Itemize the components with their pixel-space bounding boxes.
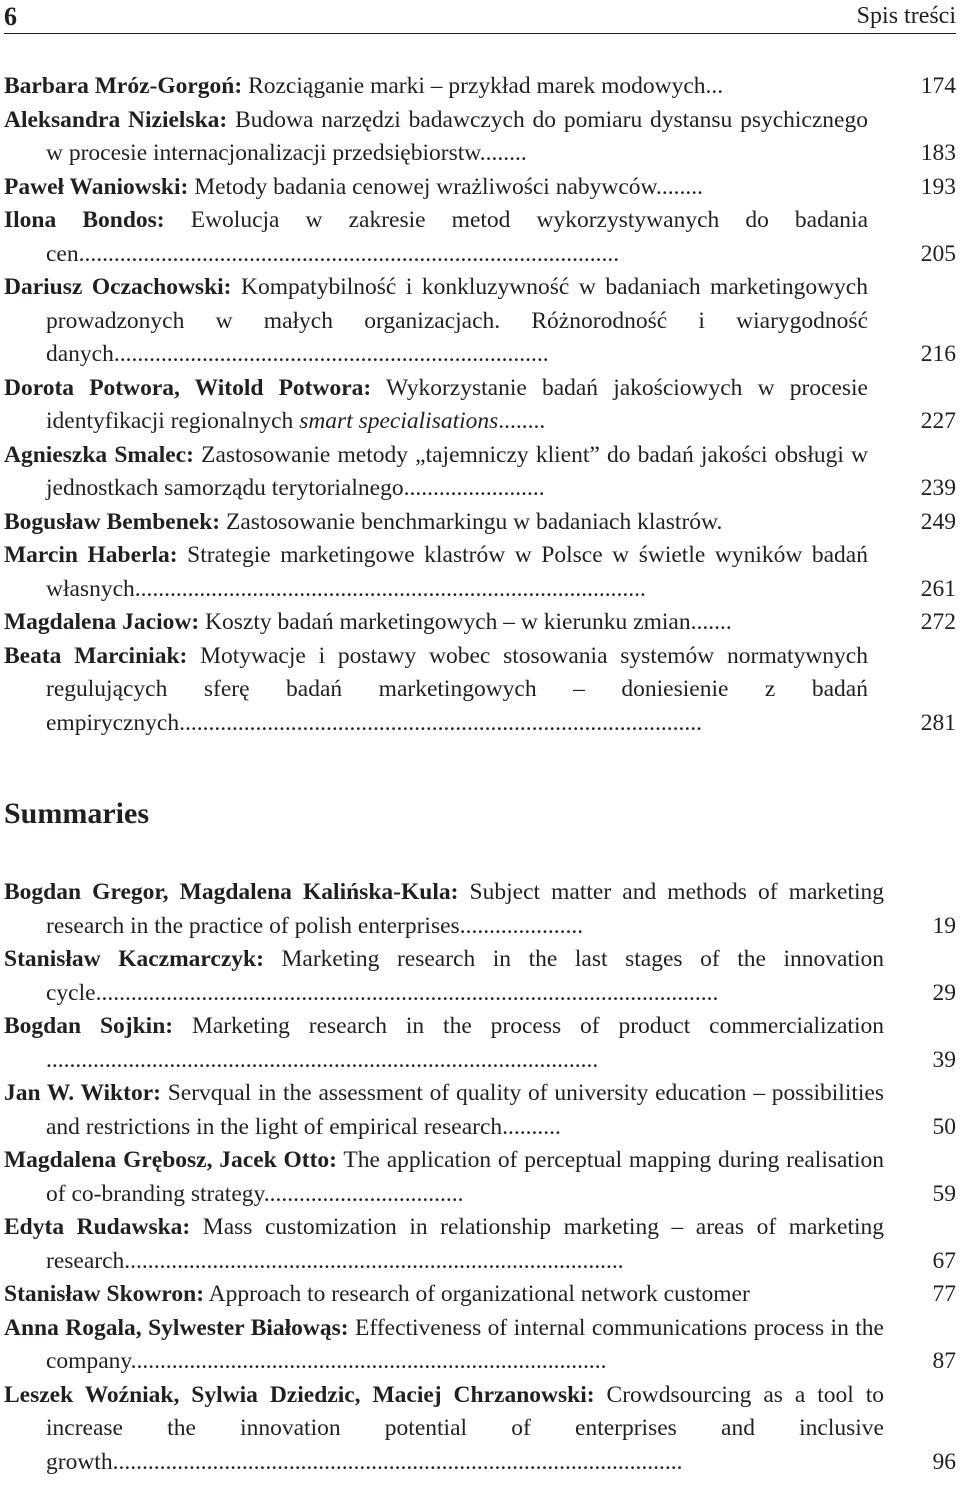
dot-leader: ... [705,73,724,99]
toc-entry-page: 29 [932,979,956,1006]
toc-entry-title: Budowa narzędzi badawczych do pomiaru dystansu psychicznego w procesie internacjonalizacji przedsiębiorstw [46,106,868,166]
toc-entry-title: Servqual in the assessment of quality of university education – possibilities and restrictions in the light of empirical research [46,1080,884,1140]
toc-entry[interactable] [4,171,956,205]
toc-entry[interactable] [4,204,956,271]
toc-entry[interactable] [4,876,956,943]
header-rule [4,33,956,34]
toc-entry-page: 59 [932,1180,956,1207]
toc-entry-title: Marketing research in the last stages of the innovation cycle [46,946,884,1006]
toc-entry-page: 19 [932,912,956,939]
toc-entry[interactable] [4,1278,956,1312]
toc-entry-authors: Stanisław Skowron: [4,1281,205,1307]
toc-entry-authors: Leszek Woźniak, Sylwia Dziedzic, Maciej Chrzanowski: [4,1381,595,1408]
dot-leader: ........................ [403,475,545,501]
toc-entry-page: 261 [920,575,956,602]
toc-entry-authors: Bogdan Sojkin: [4,1013,174,1039]
running-title: Spis treści [856,3,956,29]
toc-entry[interactable] [4,1379,956,1480]
toc-entry-authors: Bogdan Gregor, Magdalena Kalińska-Kula: [4,879,459,905]
toc-entry-authors: Dorota Potwora, Witold Potwora: [4,374,372,401]
toc-entry-page: 96 [932,1448,956,1475]
toc-list-english [4,876,956,1479]
toc-entry[interactable] [4,372,956,439]
toc-entry-page: 67 [932,1247,956,1274]
dot-leader: . [716,508,723,535]
dot-leader: ................................................................................. [130,1348,607,1374]
toc-entry-authors: Agnieszka Smalec: [4,441,194,468]
dot-leader: ......................................................................................... [179,709,702,736]
toc-entry-authors: Aleksandra Nizielska: [4,106,228,133]
page-number: 6 [4,2,17,31]
toc-entry[interactable] [4,1077,956,1144]
toc-entry-page: 205 [920,240,956,267]
toc-entry-title: Rozciąganie marki – przykład marek modowych [242,73,706,99]
toc-entry-title: The application of perceptual mapping during realisation of co-branding strategy [46,1147,884,1207]
toc-entry[interactable] [4,606,956,640]
toc-entry-title: Zastosowanie metody „tajemniczy klient” do badań jakości obsługi w jednostkach samorządu terytorialnego [46,441,868,501]
dot-leader: ........ [498,408,546,434]
dot-leader: ........ [656,173,703,200]
toc-entry-title: Koszty badań marketingowych – w kierunku zmian [199,609,691,635]
toc-entry-title: Mass customization in relationship marketing – areas of marketing research [46,1214,884,1274]
toc-entry-title-italic: smart specialisations [299,408,499,434]
toc-entry-title: Crowdsourcing as a tool to increase the innovation potential of enterprises and inclusive growth [46,1381,885,1475]
toc-entry-authors: Bogusław Bembenek: [4,508,221,535]
toc-entry[interactable] [4,104,956,171]
toc-list-polish [4,70,956,740]
dot-leader: .............................................................................................. [46,1046,599,1073]
toc-entry-title: Zastosowanie benchmarkingu w badaniach klastrów [220,508,717,535]
toc-entry-page: 183 [920,140,956,166]
toc-entry-authors: Anna Rogala, Sylwester Białowąs: [4,1314,349,1341]
toc-entry[interactable] [4,70,956,104]
toc-entry-title: Strategie marketingowe klastrów w Polsce w świetle wyników badań własnych [46,542,868,602]
toc-entry-page: 272 [920,609,956,635]
toc-entry-title: Wykorzystanie badań jakościowych w procesie identyfikacji regionalnych [46,374,868,434]
dot-leader: ................................................................................................. [112,1448,683,1475]
dot-leader: ........ [479,140,527,166]
toc-entry[interactable] [4,640,956,741]
dot-leader: .................................. [263,1180,464,1207]
toc-entry-authors: Paweł Waniowski: [4,173,189,200]
toc-entry-authors: Jan W. Wiktor: [4,1080,161,1106]
toc-entry[interactable] [4,539,956,606]
toc-entry-authors: Dariusz Oczachowski: [4,274,232,300]
toc-entry-authors: Edyta Rudawska: [4,1214,191,1240]
toc-entry[interactable] [4,506,956,540]
toc-entry[interactable] [4,943,956,1010]
toc-entry[interactable] [4,1312,956,1379]
toc-entry-authors: Magdalena Grębosz, Jacek Otto: [4,1147,338,1173]
toc-entry[interactable] [4,271,956,372]
toc-entry-title: Motywacje i postawy wobec stosowania systemów normatywnych regulujących sferę badań marketingowych – doniesienie z badań empirycznych [46,642,868,736]
toc-entry-authors: Stanisław Kaczmarczyk: [4,946,264,972]
toc-entry-title: Ewolucja w zakresie metod wykorzystywanych do badania cen [46,207,868,267]
toc-entry-title: Metody badania cenowej wrażliwości nabywców [188,173,656,200]
toc-entry-authors: Marcin Haberla: [4,542,178,568]
toc-entry-page: 50 [932,1113,956,1140]
dot-leader: ..................... [459,912,584,939]
toc-entry-title: Effectiveness of internal communications process in the company [46,1314,884,1374]
toc-entry-title: Subject matter and methods of marketing research in the practice of polish enterprises [46,879,884,939]
toc-entry-page: 77 [932,1281,956,1307]
toc-entry-title: Marketing research in the process of product commercialization [173,1013,884,1039]
toc-entry-page: 193 [920,173,956,200]
toc-entry-page: 87 [932,1348,956,1374]
toc-entry-authors: Ilona Bondos: [4,207,165,233]
toc-entry-page: 281 [920,709,956,736]
dot-leader: ............................................................................................ [78,240,620,267]
toc-entry[interactable] [4,1211,956,1278]
toc-entry-page: 227 [920,408,956,434]
dot-leader: .......................................................................... [113,341,549,367]
dot-leader: ....... [690,609,732,635]
toc-entry-authors: Barbara Mróz-Gorgoń: [4,73,243,99]
toc-entry-page: 39 [932,1046,956,1073]
toc-entry-title: Approach to research of organizational network customer [204,1281,750,1307]
toc-entry-title: Kompatybilność i konkluzywność w badaniach marketingowych prowadzonych w małych organizacjach. Różnorodność i wiarygodność danych [46,274,868,367]
toc-entry-page: 249 [920,508,956,535]
toc-entry-authors: Beata Marciniak: [4,642,188,669]
toc-entry-page: 174 [920,73,956,99]
dot-leader: ..................................................................................... [124,1247,624,1274]
summaries-heading: Summaries [4,797,149,830]
toc-entry-page: 239 [920,475,956,501]
dot-leader: ....................................................................................... [134,575,646,602]
toc-entry-authors: Magdalena Jaciow: [4,609,200,635]
toc-entry[interactable] [4,439,956,506]
toc-entry-page: 216 [920,341,956,367]
dot-leader: .......................................................................................................... [95,979,719,1006]
toc-entry[interactable] [4,1144,956,1211]
dot-leader: .......... [502,1113,561,1140]
toc-entry[interactable] [4,1010,956,1077]
page-header [4,0,956,34]
